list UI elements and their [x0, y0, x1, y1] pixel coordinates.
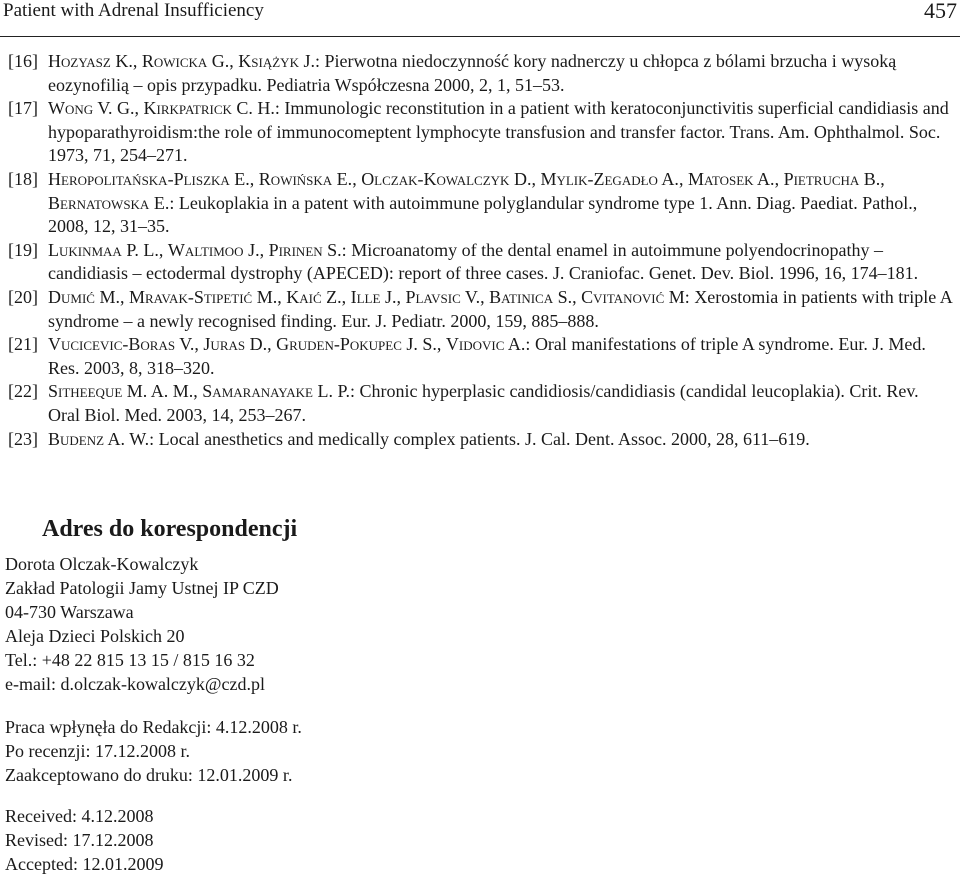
- reference-author: Mravak-Stipetić M.: [128, 286, 278, 307]
- reference-item: [8, 380, 954, 427]
- reference-text: Leukoplakia in a patent with autoimmune polyglandular syndrome type 1. Ann. Diag. Paediat. Pathol., 2008, 12, 31–35.: [48, 192, 918, 237]
- author-separator: :: [314, 51, 325, 71]
- author-separator: :: [274, 98, 285, 119]
- correspondence-street: Aleja Dzieci Polskich 20: [5, 626, 185, 646]
- header-rule: [0, 36, 960, 37]
- reference-number: [16]: [8, 51, 38, 71]
- reference-item: [8, 333, 954, 380]
- author-separator: ,: [158, 239, 168, 260]
- reference-author: Vucicevic-Boras V.: [48, 334, 195, 355]
- reference-item: [8, 239, 954, 286]
- reference-author: Cvitanović M: [581, 286, 685, 307]
- reference-author: Juras D.: [203, 334, 268, 355]
- author-separator: ,: [134, 98, 144, 119]
- dates-english: [5, 804, 163, 876]
- reference-text: Immunologic reconstitution in a patient with keratoconjunctivitis superficial candidiasis and hypoparathyroidism:the role of immunocomeptent lymphocyte transfusion and transfer factor. Trans. Am. Ophthalmol. Soc. 1973, 71, 254–271.: [48, 98, 949, 166]
- reference-author: Rowińska E.: [258, 168, 353, 189]
- reference-author: Pietrucha B.: [783, 168, 881, 189]
- correspondence-postal: 04-730 Warszawa: [5, 602, 134, 622]
- author-separator: ,: [249, 168, 259, 189]
- reference-author: Mylik-Zegadło A.: [540, 168, 679, 189]
- reference-author: Książyk J.: [238, 51, 315, 71]
- reference-item: [8, 428, 954, 452]
- reference-number: [20]: [8, 286, 38, 307]
- correspondence-institution: Zakład Patologii Jamy Ustnej IP CZD: [5, 578, 279, 598]
- reference-author: Wong V. G.: [48, 98, 135, 119]
- reference-number: [17]: [8, 98, 38, 119]
- reference-author: Bernatowska E.: [48, 192, 170, 213]
- reference-number: [19]: [8, 239, 38, 260]
- author-separator: ,: [880, 168, 885, 189]
- author-separator: ,: [341, 286, 351, 307]
- date-accepted-en: Accepted: 12.01.2009: [5, 854, 164, 874]
- reference-author: Matosek A.: [687, 168, 775, 189]
- reference-author: Vidovic A.: [445, 334, 526, 355]
- author-separator: ,: [119, 286, 129, 307]
- reference-author: Olczak-Kowalczyk D.: [361, 168, 532, 189]
- reference-item: [8, 97, 954, 168]
- running-title: Patient with Adrenal Insufficiency: [3, 0, 264, 21]
- correspondence-heading: Adres do korespondencji: [42, 516, 298, 542]
- reference-author: Sitheeque M. A. M.: [48, 381, 194, 402]
- running-header: [3, 0, 957, 30]
- author-separator: ,: [352, 168, 362, 189]
- date-accepted-pl: Zaakceptowano do druku: 12.01.2009 r.: [5, 765, 293, 785]
- author-separator: :: [525, 334, 535, 355]
- reference-author: Rowicka G.: [141, 51, 230, 71]
- reference-author: Budenz A. W.: [48, 428, 150, 449]
- correspondence-address: [5, 552, 279, 696]
- reference-author: Ille J.: [350, 286, 397, 307]
- author-separator: ,: [229, 51, 239, 71]
- reference-author: Pirinen S.: [268, 239, 342, 260]
- author-separator: ,: [396, 286, 406, 307]
- reference-author: Hozyasz K.: [48, 51, 133, 71]
- author-separator: ,: [774, 168, 784, 189]
- reference-author: Kaić Z.: [286, 286, 342, 307]
- author-separator: :: [341, 239, 352, 260]
- reference-number: [21]: [8, 334, 38, 355]
- reference-text: Oral manifestations of triple A syndrome. Eur. J. Med. Res. 2003, 8, 318–320.: [48, 334, 926, 378]
- date-received-en: Received: 4.12.2008: [5, 806, 154, 826]
- author-separator: :: [169, 192, 179, 213]
- reference-text: Microanatomy of the dental enamel in autoimmune polyendocrinopathy – candidiasis – ectodermal dystrophy (APECED): report of three cases. J. Craniofac. Genet. Dev. Biol. 1996, 16, 174–181.: [48, 239, 919, 284]
- author-separator: ,: [132, 51, 142, 71]
- reference-author: Waltimoo J.: [167, 239, 260, 260]
- reference-author: Kirkpatrick C. H.: [143, 98, 275, 119]
- page-number: 457: [924, 0, 957, 23]
- reference-number: [23]: [8, 428, 38, 449]
- reference-number: [18]: [8, 168, 38, 189]
- author-separator: :: [684, 286, 695, 307]
- dates-polish: [5, 715, 302, 787]
- reference-author: Plavsic V.: [405, 286, 481, 307]
- author-separator: :: [349, 381, 360, 402]
- reference-author: Heropolitańska-Pliszka E.: [48, 168, 250, 189]
- author-separator: ,: [194, 334, 204, 355]
- reference-item: [8, 168, 954, 239]
- correspondence-email: e-mail: d.olczak-kowalczyk@czd.pl: [5, 674, 265, 694]
- author-separator: ,: [480, 286, 490, 307]
- reference-text: Chronic hyperplasic candidiosis/candidiasis (candidal leucoplakia). Crit. Rev. Oral Biol. Med. 2003, 14, 253–267.: [48, 381, 919, 425]
- reference-list: [8, 50, 954, 451]
- author-separator: ,: [531, 168, 541, 189]
- reference-item: [8, 50, 954, 97]
- reference-text: Pierwotna niedoczynność kory nadnerczy u chłopca z bólami brzucha i wysoką eozynofilią – opis przypadku. Pediatria Współczesna 2000, 2, 1, 51–53.: [48, 51, 897, 95]
- reference-author: Lukinmaa P. L.: [48, 239, 159, 260]
- reference-number: [22]: [8, 381, 38, 402]
- correspondence-phone: Tel.: +48 22 815 13 15 / 815 16 32: [5, 650, 255, 670]
- reference-text: Local anesthetics and medically complex patients. J. Cal. Dent. Assoc. 2000, 28, 611–619.: [158, 428, 810, 449]
- author-separator: ,: [259, 239, 269, 260]
- date-revised-en: Revised: 17.12.2008: [5, 830, 154, 850]
- date-revised-pl: Po recenzji: 17.12.2008 r.: [5, 741, 190, 761]
- date-received-pl: Praca wpłynęła do Redakcji: 4.12.2008 r.: [5, 717, 302, 737]
- author-separator: ,: [277, 286, 287, 307]
- reference-text: Xerostomia in patients with triple A syndrome – a newly recognised finding. Eur. J. Pediatr. 2000, 159, 885–888.: [48, 286, 952, 331]
- reference-author: Samaranayake L. P.: [202, 381, 350, 402]
- reference-author: Dumić M.: [48, 286, 120, 307]
- correspondence-name: Dorota Olczak-Kowalczyk: [5, 554, 199, 574]
- author-separator: ,: [678, 168, 688, 189]
- author-separator: ,: [193, 381, 203, 402]
- author-separator: :: [149, 428, 159, 449]
- reference-author: Gruden-Pokupec J. S.: [276, 334, 437, 355]
- author-separator: ,: [572, 286, 582, 307]
- reference-item: [8, 286, 954, 333]
- author-separator: ,: [267, 334, 277, 355]
- reference-author: Batinica S.: [489, 286, 573, 307]
- author-separator: ,: [436, 334, 446, 355]
